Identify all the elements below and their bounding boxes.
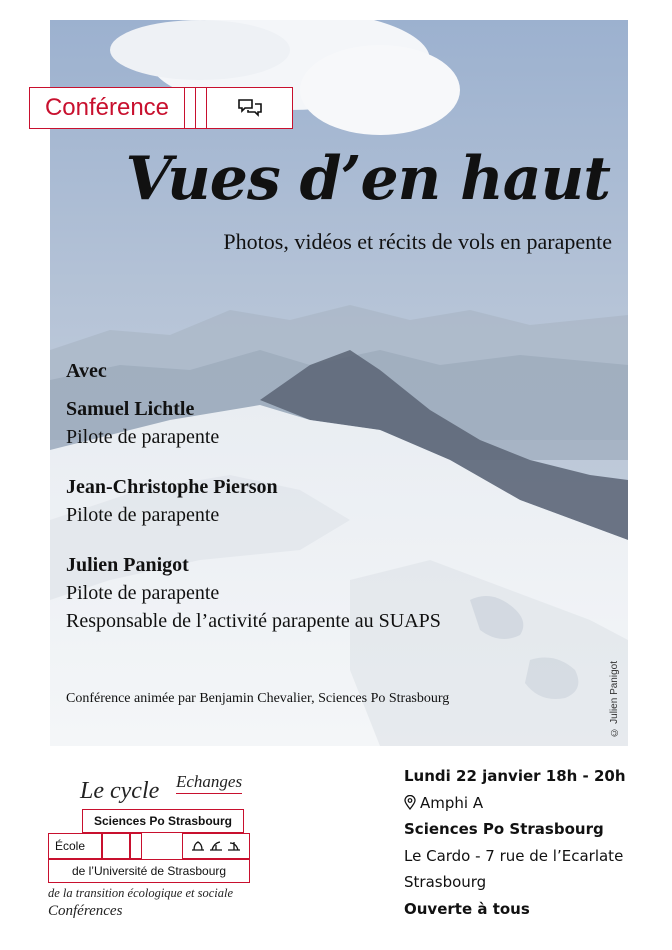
logo-ecole: École	[48, 833, 102, 859]
speaker-name: Jean-Christophe Pierson	[66, 476, 278, 498]
conference-label: Conférence	[44, 94, 170, 121]
cycle-logo	[48, 768, 288, 928]
event-date: Lundi 22 janvier 18h - 20h	[404, 767, 626, 785]
conference-tag	[29, 87, 293, 129]
logo-cell	[130, 833, 142, 859]
speaker-role: Pilote de parapente	[66, 582, 220, 604]
speaker-name: Julien Panigot	[66, 554, 189, 576]
speaker-role: Pilote de parapente	[66, 504, 220, 526]
event-room-row	[404, 790, 626, 817]
logo-cell	[102, 833, 130, 859]
logo-universite: de l’Université de Strasbourg	[48, 859, 250, 883]
location-pin-icon	[404, 795, 416, 810]
logo-sciences-po: Sciences Po Strasbourg	[82, 809, 244, 833]
speaker-item	[66, 395, 441, 451]
event-access: Ouverte à tous	[404, 899, 530, 918]
event-address: Le Cardo - 7 rue de l’Ecarlate	[404, 846, 624, 865]
event-room: Amphi A	[420, 793, 484, 812]
speaker-list	[66, 360, 441, 657]
event-institution: Sciences Po Strasbourg	[404, 820, 604, 839]
speech-bubbles-icon	[206, 88, 292, 128]
speaker-item	[66, 473, 441, 529]
photo-credit: © Julien Panigot	[609, 661, 620, 738]
event-info	[404, 763, 626, 923]
speaker-role: Responsable de l’activité parapente au SUAPS	[66, 610, 441, 632]
event-title: Vues d’en haut	[125, 144, 610, 214]
logo-transition: de la transition écologique et sociale	[48, 886, 234, 900]
speaker-item	[66, 551, 441, 635]
logo-symbols-icon	[182, 833, 250, 859]
logo-conferences: Conférences	[48, 903, 123, 919]
speaker-role: Pilote de parapente	[66, 426, 220, 448]
event-city: Strasbourg	[404, 873, 487, 892]
avec-label: Avec	[66, 360, 107, 382]
event-subtitle: Photos, vidéos et récits de vols en parapente	[223, 229, 612, 254]
tag-divider	[184, 88, 195, 128]
speaker-name: Samuel Lichtle	[66, 398, 195, 420]
moderator-note: Conférence animée par Benjamin Chevalier, Sciences Po Strasbourg	[66, 691, 450, 706]
logo-le-cycle: Le cycle	[80, 778, 160, 804]
logo-echanges: Echanges	[176, 772, 242, 794]
tag-divider	[195, 88, 206, 128]
